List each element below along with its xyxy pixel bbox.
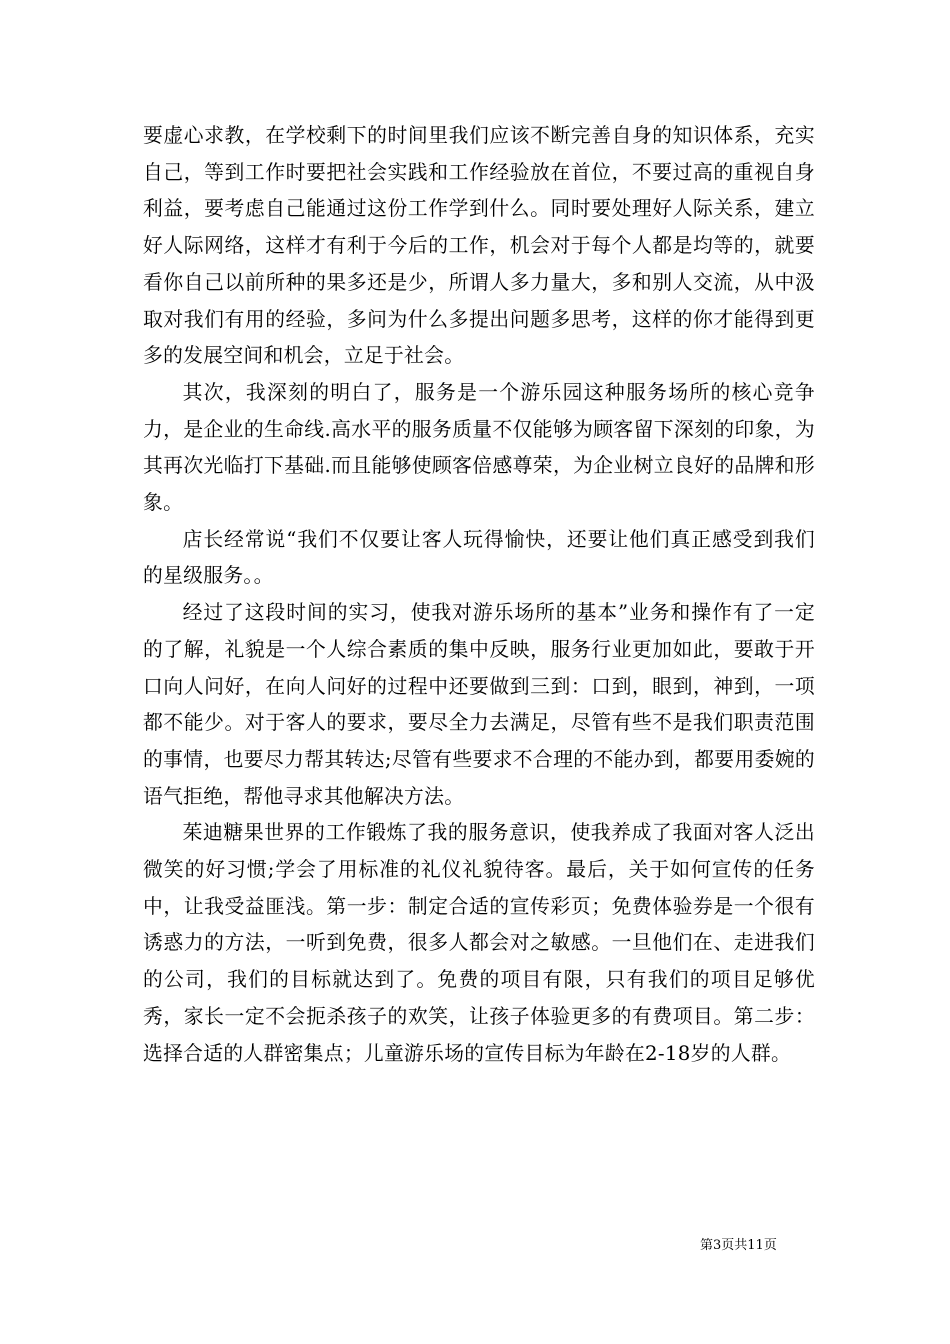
paragraph-3: 店长经常说“我们不仅要让客人玩得愉快，还要让他们真正感受到我们的星级服务。。 (143, 527, 815, 588)
page-number: 第3页共11页 (700, 1238, 777, 1253)
paragraph-1: 要虚心求教，在学校剩下的时间里我们应该不断完善自身的知识体系，充实自己，等到工作时要把社会实践和工作经验放在首位，不要过高的重视自身利益，要考虑自己能通过这份工作学到什么。同时要处理好人际关系，建立好人际网络，这样才有利于今后的工作，机会对于每个人都是均等的，就要看你自己以前所种的果多还是少，所谓人多力量大，多和别人交流，从中汲取对我们有用的经验，多问为什么多提出问题多思考，这样的你才能得到更多的发展空间和机会，立足于社会。 (143, 124, 815, 368)
page-body (143, 118, 815, 1072)
paragraph-5: 茱迪糖果世界的工作锻炼了我的服务意识，使我养成了我面对客人泛出微笑的好习惯;学会了用标准的礼仪礼貌待客。最后，关于如何宣传的任务中，让我受益匪浅。第一步：制定合适的宣传彩页；免费体验券是一个很有诱惑力的方法，一听到免费，很多人都会对之敏感。一旦他们在、走进我们的公司，我们的目标就达到了。免费的项目有限，只有我们的项目足够优秀，家长一定不会扼杀孩子的欢笑，让孩子体验更多的有费项目。第二步：选择合适的人群密集点；儿童游乐场的宣传目标为年龄在2-18岁的人群。 (143, 821, 815, 1065)
paragraph-2: 其次，我深刻的明白了，服务是一个游乐园这种服务场所的核心竞争力，是企业的生命线.高水平的服务质量不仅能够为顾客留下深刻的印象，为其再次光临打下基础.而且能够使顾客倍感尊荣，为企业树立良好的品牌和形象。 (143, 380, 815, 515)
paragraph-4: 经过了这段时间的实习，使我对游乐场所的基本”业务和操作有了一定的了解，礼貌是一个人综合素质的集中反映，服务行业更加如此，要敢于开口向人问好，在向人问好的过程中还要做到三到：口到，眼到，神到，一项都不能少。对于客人的要求，要尽全力去满足，尽管有些不是我们职责范围的事情，也要尽力帮其转达;尽管有些要求不合理的不能办到，都要用委婉的语气拒绝，帮他寻求其他解决方法。 (143, 601, 815, 808)
